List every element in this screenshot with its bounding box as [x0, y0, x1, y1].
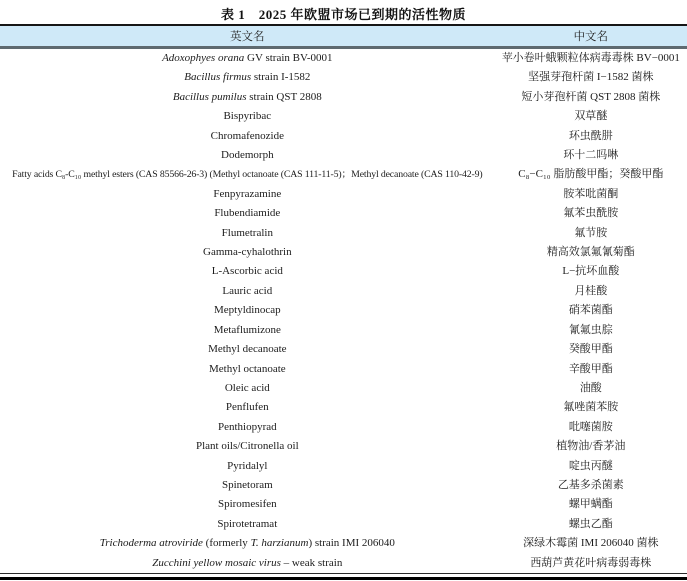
chinese-name-cell: 螺虫乙酯: [568, 517, 613, 530]
table-row: [0, 204, 687, 223]
chinese-name-cell: 癸酸甲酯: [568, 343, 613, 356]
english-name-text: Oleic acid: [224, 381, 270, 394]
english-name-cell: [0, 534, 495, 553]
chinese-name-cell: 氟节胺: [574, 226, 608, 239]
table-row: [0, 360, 687, 379]
table-row: [0, 301, 687, 320]
chinese-name-cell: 吡噻菌胺: [568, 420, 613, 433]
english-name-cell: [0, 262, 495, 281]
english-name-text: Meptyldinocap: [214, 304, 281, 317]
english-name-text: Methyl octanoate: [208, 362, 286, 375]
table-row: [0, 437, 687, 456]
table-header: [0, 25, 687, 48]
english-name-text: L-Ascorbic acid: [211, 265, 283, 278]
english-name-cell: [0, 204, 495, 223]
table-row: [0, 127, 687, 146]
table-row: [0, 515, 687, 534]
english-name-text: Metaflumizone: [213, 323, 281, 336]
english-name-text: Fenpyrazamine: [213, 187, 282, 200]
chinese-name-cell: 氰氟虫腙: [568, 323, 613, 336]
table-row: [0, 457, 687, 476]
chinese-name-cell: 苹小卷叶蛾颗粒体病毒毒株 BV−0001: [501, 52, 680, 64]
table-row: [0, 243, 687, 262]
english-name-cell: [0, 301, 495, 320]
english-name-cell: [0, 379, 495, 398]
english-name-cell: [0, 107, 495, 126]
english-name-cell: [0, 224, 495, 243]
header-row: [0, 25, 687, 48]
table-row: [0, 107, 687, 126]
column-header-english-name: 英文名: [0, 25, 495, 48]
table-row: [0, 495, 687, 514]
chinese-name-cell: 精高效氯氟氰菊酯: [546, 246, 635, 259]
english-name-cell: [0, 457, 495, 476]
english-name-cell: [0, 68, 495, 87]
chinese-name-cell: 硝苯菌酯: [568, 304, 613, 317]
table-row: [0, 476, 687, 495]
english-name-cell: [0, 360, 495, 379]
table-title: 表 1 2025 年欧盟市场已到期的活性物质: [220, 7, 466, 22]
english-name-text: Fatty acids C₈-C₁₀ methyl esters (CAS 85566-26-3) (Methyl octanoate (CAS 111-11-5)；Methyl decanoate (CAS 110-42-9): [12, 169, 483, 181]
chinese-name-cell: 双草醚: [574, 110, 608, 123]
english-name-cell: [0, 321, 495, 340]
english-name-cell: [0, 437, 495, 456]
table-row: [0, 48, 687, 69]
chinese-name-cell: 胺苯吡菌酮: [563, 187, 619, 200]
english-name-text: strain QST 2808: [246, 90, 322, 103]
table-row: [0, 224, 687, 243]
english-name-cell: [0, 418, 495, 437]
english-name-text: GV strain BV-0001: [244, 52, 333, 64]
latin-scientific-name: Trichoderma atroviride: [99, 537, 203, 550]
table-row: [0, 340, 687, 359]
english-name-text: strain I-1582: [251, 71, 311, 84]
chinese-name-cell: 辛酸甲酯: [568, 362, 613, 375]
table-row: [0, 185, 687, 204]
english-name-cell: [0, 243, 495, 262]
english-name-text: Chromafenozide: [210, 129, 284, 142]
table-row: [0, 554, 687, 573]
english-name-cell: [0, 476, 495, 495]
english-name-cell: [0, 127, 495, 146]
english-name-text: Gamma-cyhalothrin: [203, 246, 292, 259]
expired-substances-table: [0, 24, 687, 573]
chinese-name-cell: L−抗坏血酸: [562, 265, 620, 278]
english-name-text: (formerly: [202, 537, 251, 550]
chinese-name-cell: 环十二吗啉: [563, 149, 619, 162]
english-name-cell: [0, 282, 495, 301]
english-name-cell: [0, 48, 495, 69]
table-row: [0, 262, 687, 281]
chinese-name-cell: 乙基多杀菌素: [557, 478, 624, 491]
english-name-cell: [0, 554, 495, 573]
english-name-text: ) strain IMI 206040: [308, 537, 395, 550]
english-name-cell: [0, 340, 495, 359]
english-name-cell: [0, 185, 495, 204]
english-name-text: Dodemorph: [221, 149, 274, 162]
english-name-text: Spinetoram: [221, 478, 273, 491]
table-row: [0, 534, 687, 553]
table-row: [0, 321, 687, 340]
table-row: [0, 146, 687, 165]
english-name-text: Flumetralin: [221, 226, 273, 239]
column-header-chinese-name: 中文名: [495, 25, 687, 48]
chinese-name-cell: 植物油/香茅油: [556, 440, 626, 453]
table-row: [0, 68, 687, 87]
chinese-name-cell: 短小芽孢杆菌 QST 2808 菌株: [521, 90, 661, 103]
table-body: [0, 48, 687, 573]
english-name-cell: [0, 165, 495, 184]
english-name-text: Bispyribac: [223, 110, 272, 123]
chinese-name-cell: 西葫芦黄花叶病毒弱毒株: [530, 556, 652, 569]
chinese-name-cell: 氟唑菌苯胺: [563, 401, 619, 414]
chinese-name-cell: 深绿木霉菌 IMI 206040 菌株: [523, 537, 659, 550]
chinese-name-cell: 月桂酸: [574, 284, 608, 297]
chinese-name-cell: 坚强芽孢杆菌 I−1582 菌株: [528, 71, 654, 84]
english-name-cell: [0, 146, 495, 165]
latin-scientific-name: T. harzianum: [250, 537, 309, 550]
english-name-text: Lauric acid: [222, 284, 273, 297]
english-name-text: Pyridalyl: [227, 459, 268, 472]
chinese-name-cell: 油酸: [579, 381, 602, 394]
latin-scientific-name: Adoxophyes orana: [162, 52, 245, 64]
english-name-cell: [0, 495, 495, 514]
latin-scientific-name: Zucchini yellow mosaic virus: [152, 556, 281, 569]
english-name-text: Spiromesifen: [217, 498, 277, 511]
english-name-text: Plant oils/Citronella oil: [195, 440, 299, 453]
table-row: [0, 379, 687, 398]
english-name-text: – weak strain: [280, 556, 343, 569]
latin-scientific-name: Bacillus firmus: [184, 71, 252, 84]
english-name-text: Penthiopyrad: [217, 420, 277, 433]
chinese-name-cell: C₈−C₁₀ 脂肪酸甲酯；癸酸甲酯: [518, 168, 664, 181]
table-row: [0, 398, 687, 417]
english-name-text: Flubendiamide: [214, 207, 281, 220]
latin-scientific-name: Bacillus pumilus: [172, 90, 247, 103]
table-bottom-rule: [0, 573, 687, 580]
table-row: [0, 418, 687, 437]
chinese-name-cell: 环虫酰肼: [568, 129, 613, 142]
chinese-name-cell: 氟苯虫酰胺: [563, 207, 619, 220]
table-row: [0, 282, 687, 301]
english-name-text: Penflufen: [225, 401, 269, 414]
english-name-text: Methyl decanoate: [208, 343, 287, 356]
english-name-cell: [0, 88, 495, 107]
english-name-text: Spirotetramat: [217, 517, 278, 530]
english-name-cell: [0, 398, 495, 417]
table-row: [0, 88, 687, 107]
english-name-cell: [0, 515, 495, 534]
table-row: [0, 165, 687, 184]
chinese-name-cell: 螺甲螨酯: [568, 498, 613, 511]
chinese-name-cell: 啶虫丙醚: [568, 459, 613, 472]
